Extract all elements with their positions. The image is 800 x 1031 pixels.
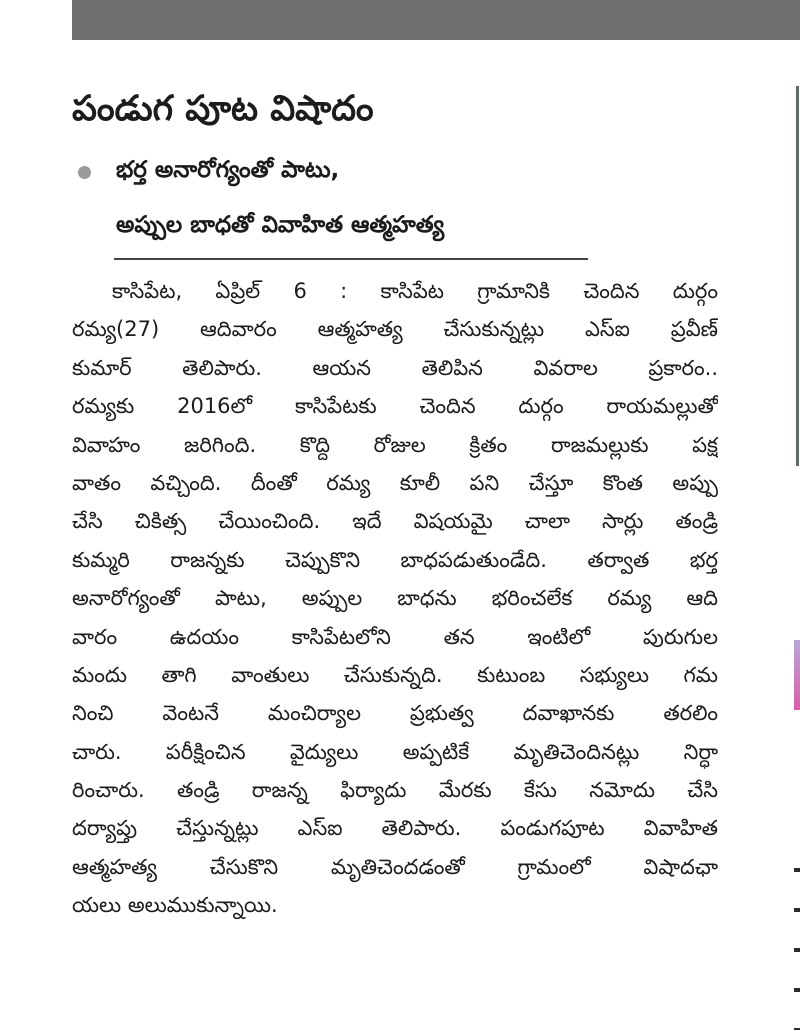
body-line: వివాహం జరిగింది. కొద్ది రోజుల క్రితం రాజమల్లుకు పక్ష — [72, 432, 718, 457]
adjacent-column-text-fragment — [794, 850, 800, 1030]
body-line: చేసి చికిత్స చేయించింది. ఇదే విషయమై చాలా సార్లు తండ్రి — [72, 509, 718, 534]
body-line: రమ్య(27) ఆదివారం ఆత్మహత్య చేసుకున్నట్లు ఎస్ఐ ప్రవీణ్ — [72, 317, 718, 342]
body-line: అనారోగ్యంతో పాటు, అప్పుల బాధను భరించలేక రమ్య ఆది — [72, 586, 718, 611]
bullet-icon — [78, 166, 91, 179]
body-line: రించారు. తండ్రి రాజన్న ఫిర్యాదు మేరకు కేసు నమోదు చేసి — [72, 778, 718, 803]
article-body — [72, 272, 718, 925]
body-line: చారు. పరీక్షించిన వైద్యులు అప్పటికే మృతిచెందినట్లు నిర్ధా — [72, 739, 718, 764]
body-line: ఆత్మహత్య చేసుకొని మృతిచెందడంతో గ్రామంలో విషాదఛా — [72, 854, 718, 879]
article-headline: పండుగ పూట విషాదం — [72, 89, 374, 129]
body-line: కుమ్మరి రాజన్నకు చెప్పుకొని బాధపడుతుండేది. తర్వాత భర్త — [72, 547, 718, 572]
body-line: రమ్యకు 2016లో కాసిపేటకు చెందిన దుర్గం రాయమల్లుతో — [72, 394, 718, 419]
body-line: నించి వెంటనే మంచిర్యాల ప్రభుత్వ దవాఖానకు తరలిం — [72, 701, 718, 726]
deck-line: భర్త అనారోగ్యంతో పాటు, — [116, 157, 340, 183]
body-line: కాసిపేట, ఏప్రిల్ 6 : కాసిపేట గ్రామానికి చెందిన దుర్గం — [112, 279, 718, 303]
body-line: వాతం వచ్చింది. దీంతో రమ్య కూలీ పని చేస్తూ కొంత అప్పు — [72, 470, 718, 495]
adjacent-column-fragment — [794, 640, 800, 710]
body-line: యలు అలుముకున్నాయి. — [72, 893, 278, 918]
body-line: దర్యాప్తు చేస్తున్నట్లు ఎస్ఐ తెలిపారు. పండుగపూట వివాహిత — [72, 816, 718, 841]
page-header-bar — [72, 0, 800, 40]
deck-line: అప్పుల బాధతో వివాహిత ఆత్మహత్య — [116, 212, 445, 238]
body-line: మందు తాగి వాంతులు చేసుకున్నది. కుటుంబ సభ్యులు గమ — [72, 662, 718, 687]
column-divider — [796, 86, 799, 466]
body-line: వారం ఉదయం కాసిపేటలోని తన ఇంటిలో పురుగుల — [72, 624, 718, 649]
deck-underline — [114, 258, 588, 260]
body-line: కుమార్ తెలిపారు. ఆయన తెలిపిన వివరాల ప్రకారం.. — [72, 355, 718, 380]
